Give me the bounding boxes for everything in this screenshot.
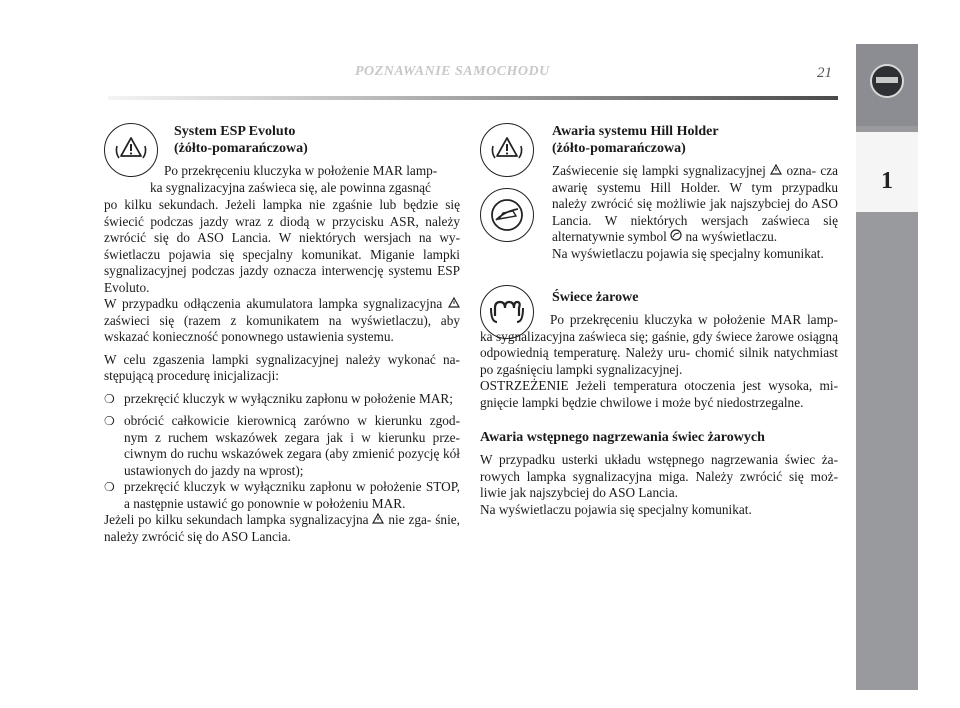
final-para-text-2: nie zga- śnie, należy zwrócić się do ASO Lancia.	[104, 512, 460, 544]
hill-para-text-2: ozna- cza awarię systemu Hill Holder. W tym przypadku należy zwrócić się możliwie jak najszybciej do ASO Lancia. W niektórych wersjach zaświeca się alternatywnie symbol	[552, 163, 839, 244]
esp-subheading: (żółto-pomarańczowa)	[174, 141, 308, 156]
hill-inline-car-icon	[670, 229, 685, 244]
chapter-tab[interactable]	[856, 132, 918, 212]
hill-para-text-3: na wyświetlaczu.	[685, 229, 778, 244]
running-header-title: POZNAWANIE SAMOCHODU	[355, 64, 550, 79]
lancia-emblem-icon	[870, 64, 904, 98]
esp-heading: System ESP Evoluto	[174, 124, 296, 139]
procedure-intro: W celu zgaszenia lampki sygnalizacyjnej należy wykonać na- stępującą procedurę inicjalizacji:	[104, 351, 460, 383]
battery-para	[104, 296, 460, 346]
page-number: 21	[817, 65, 832, 81]
esp-para-line2-wrap	[150, 180, 460, 197]
glow-warning-para: OSTRZEŻENIE Jeżeli temperatura otoczenia jest wysoka, mi- gnięcie lampki będzie chwilowe i może być niedostrzegalne.	[480, 378, 838, 410]
final-para	[104, 512, 460, 545]
preheat-heading: Awaria wstępnego nagrzewania świec żarowych	[480, 430, 765, 445]
glow-para: Po przekręceniu kluczyka w położenie MAR lamp- ka sygnalizacyjna zaświeca się; gaśnie, gdy świece żarowe osiągną odpowiednią temperaturę. Należy uru- chomić silnik natychmiast po zgaśnięciu lampki sygnalizacyjnej.	[480, 312, 838, 377]
esp-para-rest: po kilku sekundach. Jeżeli lampka nie zgaśnie lub będzie się świecić podczas jazdy wraz z diodą w przycisku ASR, należy zwrócić się do ASO Lancia. W niektórych wersjach na wy- świetlaczu pojawia się specjalny komunikat. Miganie lampki sygnalizacyjnej podczas jazdy oznacza interwencję systemu ESP Evoluto.	[104, 197, 460, 295]
esp-inline-icon	[448, 296, 460, 311]
preheat-para: W przypadku usterki układu wstępnego nagrzewania świec ża- rowych lampka sygnalizacyjna miga. Należy zwrócić się moż- liwie jak najszybciej do ASO Lancia.	[480, 452, 838, 500]
glow-heading: Świece żarowe	[552, 290, 639, 305]
hill-inline-warning-icon	[770, 163, 786, 178]
list-item: ❍ przekręcić kluczyk w wyłączniku zapłonu w położenie STOP, a następnie ustawić go ponownie w położeniu MAR.	[104, 479, 460, 512]
list-item: ❍ przekręcić kluczyk w wyłączniku zapłonu w położenie MAR;	[104, 391, 460, 408]
chapter-number: 1	[881, 168, 893, 194]
hill-holder-subheading: (żółto-pomarańczowa)	[552, 141, 686, 156]
esp-heading-block	[174, 123, 464, 157]
hill-holder-section	[552, 123, 838, 262]
hill-holder-display-note: Na wyświetlaczu pojawia się specjalny komunikat.	[552, 245, 824, 261]
header-rule	[108, 96, 838, 100]
chapter-sidebar	[856, 44, 918, 690]
battery-para-text-2: zaświeci się (razem z komunikatem na wyświetlaczu), aby wskazać konieczność ponownego ustawienia systemu.	[104, 312, 460, 344]
battery-para-text: W przypadku odłączenia akumulatora lampka sygnalizacyjna	[104, 296, 443, 311]
sidebar-logo-block	[856, 44, 918, 126]
left-body	[104, 197, 460, 545]
esp-para-first-lines	[150, 163, 460, 180]
hill-holder-warning-icon	[480, 123, 534, 177]
list-item: ❍ obrócić całkowicie kierownicą zarówno w kierunku zgod- nym z ruchem wskazówek zegara jak i w kierunku prze- ciwnym do ruchu wskazówek zegara (aby zmienić pozycję kół ustawionych do jazdy na wprost);	[104, 413, 460, 479]
glow-heading-block	[552, 289, 838, 306]
preheat-display-note: Na wyświetlaczu pojawia się specjalny komunikat.	[480, 501, 752, 517]
esp-inline-icon	[372, 512, 388, 527]
esp-para-line2: ka sygnalizacyjna zaświeca się, ale powinna zgasnąć	[150, 180, 431, 195]
esp-para-line1: Po przekręceniu kluczyka w położenie MAR lamp-	[164, 163, 438, 178]
hill-holder-heading: Awaria systemu Hill Holder	[552, 124, 719, 139]
hill-holder-car-icon	[480, 188, 534, 242]
final-para-text: Jeżeli po kilku sekundach lampka sygnalizacyjna	[104, 512, 369, 527]
hill-para-text-1: Zaświecenie się lampki sygnalizacyjnej	[552, 163, 766, 178]
hill-holder-para	[552, 163, 838, 246]
glow-section	[480, 312, 838, 518]
